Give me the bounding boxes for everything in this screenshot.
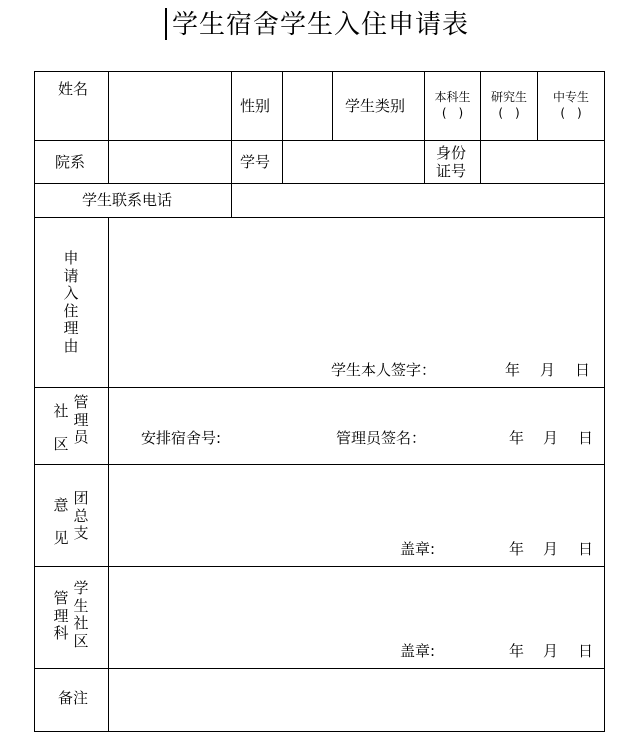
- row-divider: [34, 387, 605, 388]
- name-field[interactable]: [109, 72, 231, 140]
- day-label: 日: [578, 540, 594, 558]
- mgmt-opinion-field[interactable]: [109, 567, 604, 637]
- table-border-bottom: [34, 731, 605, 732]
- graduate-option[interactable]: [481, 89, 537, 121]
- phone-field[interactable]: [232, 184, 604, 217]
- remarks-field[interactable]: [109, 669, 604, 731]
- league-opinion-label-col2: 团总支: [73, 489, 89, 542]
- month-label: 月: [543, 540, 559, 558]
- day-label: 日: [575, 361, 591, 379]
- gender-label: 性别: [240, 97, 271, 115]
- form-title: 学生宿舍学生入住申请表: [171, 10, 469, 40]
- assign-room-label: 安排宿舍号:: [141, 429, 222, 447]
- id-card-label-line1: 身份: [436, 144, 467, 162]
- community-admin-label-col1: 社区: [53, 402, 69, 453]
- table-border-right: [604, 71, 605, 732]
- text-cursor: [165, 8, 167, 40]
- col-divider: [332, 71, 333, 141]
- graduate-paren: ( ): [498, 106, 520, 120]
- id-card-label-line2: 证号: [436, 162, 467, 180]
- day-label: 日: [578, 642, 594, 660]
- vocational-paren: ( ): [560, 106, 582, 120]
- seal-label: 盖章:: [400, 642, 436, 660]
- vocational-label: 中专生: [552, 90, 589, 104]
- year-label: 年: [509, 642, 525, 660]
- undergrad-label: 本科生: [434, 90, 471, 104]
- undergrad-paren: ( ): [441, 106, 464, 120]
- department-label: 院系: [55, 153, 86, 171]
- mgmt-label-col1: 管理科: [53, 589, 69, 642]
- table-border-left: [34, 71, 35, 732]
- student-id-field[interactable]: [283, 141, 424, 183]
- vocational-option[interactable]: [538, 89, 604, 121]
- student-id-label: 学号: [240, 153, 271, 171]
- month-label: 月: [543, 642, 559, 660]
- student-type-label: 学生类别: [345, 97, 406, 115]
- year-label: 年: [509, 429, 525, 447]
- reason-field[interactable]: [109, 218, 604, 353]
- id-card-field[interactable]: [481, 141, 604, 183]
- assign-room-field[interactable]: [235, 424, 325, 450]
- seal-label: 盖章:: [400, 540, 436, 558]
- department-field[interactable]: [109, 141, 231, 183]
- col-divider: [424, 71, 425, 184]
- reason-label: 申请入住理由: [63, 249, 79, 355]
- graduate-label: 研究生: [490, 90, 527, 104]
- month-label: 月: [543, 429, 559, 447]
- id-card-label: [436, 144, 466, 180]
- gender-field[interactable]: [283, 72, 332, 140]
- mgmt-label-col2: 学生社区: [73, 579, 89, 650]
- month-label: 月: [540, 361, 556, 379]
- community-admin-label-col2: 管理员: [73, 393, 89, 446]
- league-opinion-field[interactable]: [109, 465, 604, 535]
- remarks-label: 备注: [58, 689, 89, 707]
- student-sign-label: 学生本人签字：: [331, 361, 437, 379]
- year-label: 年: [505, 361, 521, 379]
- phone-label: 学生联系电话: [82, 191, 173, 209]
- name-label: 姓名: [58, 80, 89, 98]
- day-label: 日: [578, 429, 594, 447]
- league-opinion-label-col1: 意见: [53, 496, 69, 547]
- admin-sign-label: 管理员签名：: [336, 429, 427, 447]
- year-label: 年: [509, 540, 525, 558]
- undergrad-option[interactable]: [425, 89, 480, 121]
